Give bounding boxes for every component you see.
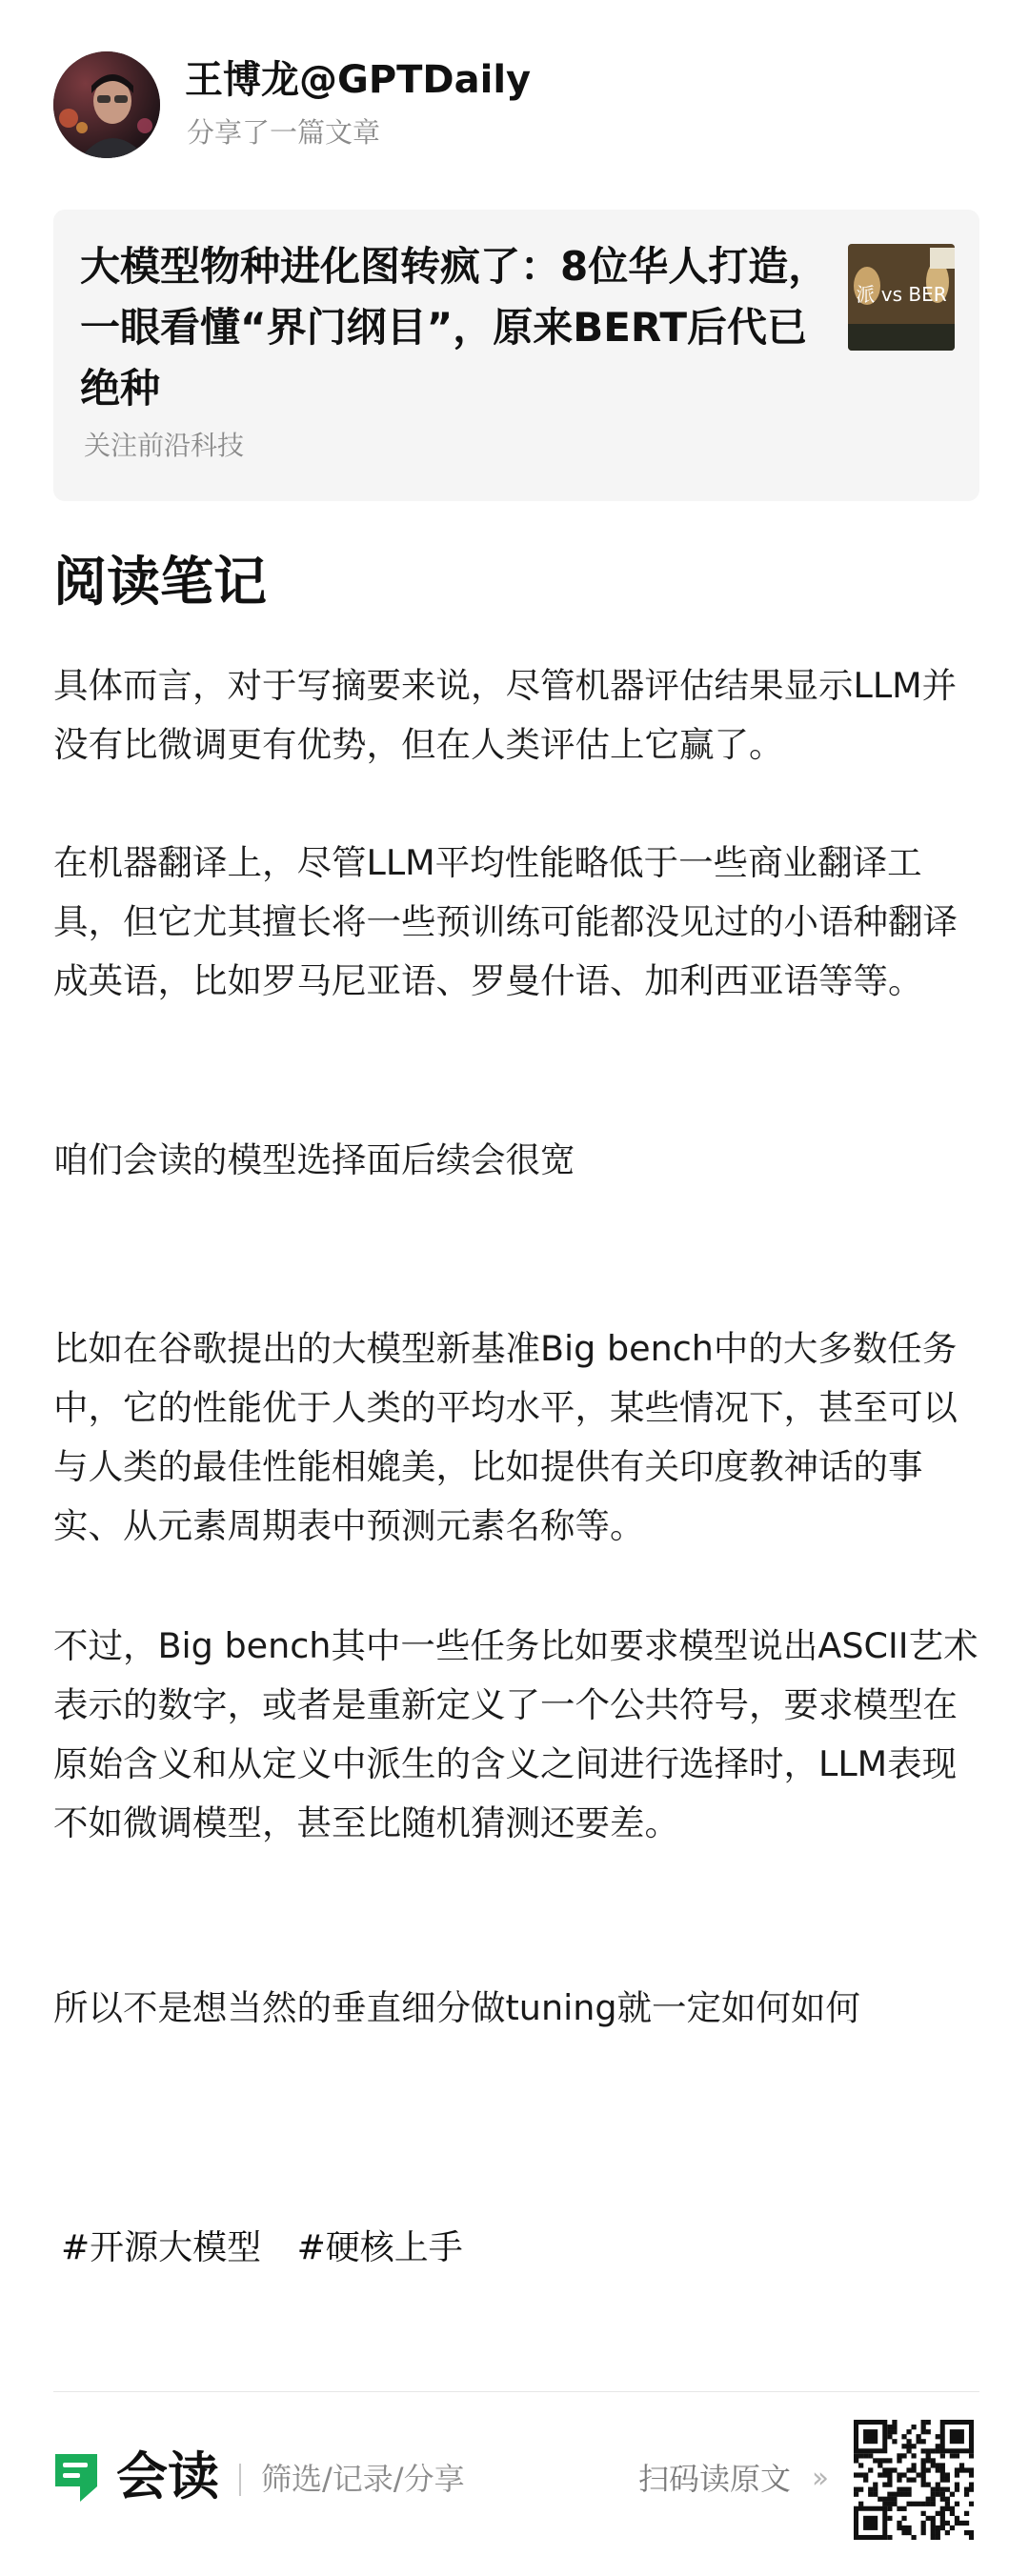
huidu-logo-icon <box>51 2450 101 2506</box>
scan-to-read-original[interactable]: 扫码读原文 <box>638 2461 792 2497</box>
thumbnail-text: 派 vs BER <box>856 283 947 306</box>
note-paragraph: 不过，Big bench其中一些任务比如要求模型说出ASCII艺术表示的数字，或者是重新定义了一个公共符号，要求模型在原始含义和从定义中派生的含义之间进行选择时，LLM表现不如微调模型，甚至比随机猜测还要差。 <box>53 1625 979 1843</box>
note-paragraph: 在机器翻译上，尽管LLM平均性能略低于一些商业翻译工具，但它尤其擅长将一些预训练可能都没见过的小语种翻译成英语，比如罗马尼亚语、罗曼什语、加利西亚语等等。 <box>53 842 958 1001</box>
post-header <box>53 51 976 158</box>
article-title[interactable]: 大模型物种进化图转疯了：8位华人打造，一眼看懂“界门纲目”，原来BERT后代已绝种 <box>80 243 829 412</box>
article-thumbnail-image <box>848 244 955 351</box>
share-action-text: 分享了一篇文章 <box>187 116 381 149</box>
footer-separator <box>239 2464 241 2496</box>
footer-brand: 会读 <box>116 2446 219 2506</box>
author-name[interactable]: 王博龙@GPTDaily <box>185 58 532 102</box>
shared-article-card[interactable] <box>53 210 979 501</box>
footer-tagline: 筛选/记录/分享 <box>261 2461 465 2497</box>
qr-code-icon[interactable] <box>854 2420 974 2540</box>
note-paragraph: 咱们会读的模型选择面后续会很宽 <box>53 1139 575 1180</box>
avatar[interactable] <box>53 51 160 158</box>
double-chevron-right-icon: ›› <box>812 2462 823 2495</box>
tag-list <box>61 2222 488 2275</box>
user-avatar-photo <box>53 51 160 158</box>
reading-notes-title: 阅读笔记 <box>53 552 267 614</box>
note-paragraph: 具体而言，对于写摘要来说，尽管机器评估结果显示LLM并没有比微调更有优势，但在人类评估上它赢了。 <box>53 665 958 765</box>
note-paragraph: 所以不是想当然的垂直细分做tuning就一定如何如何 <box>53 1987 861 2028</box>
tag-open-source-llm[interactable]: #开源大模型 <box>61 2228 262 2267</box>
article-thumbnail[interactable] <box>848 244 955 351</box>
article-source: 关注前沿科技 <box>84 430 245 461</box>
footer-divider <box>53 2391 979 2392</box>
note-paragraph: 比如在谷歌提出的大模型新基准Big bench中的大多数任务中，它的性能优于人类的平均水平，某些情况下，甚至可以与人类的最佳性能相媲美，比如提供有关印度教神话的事实、从元素周期表中预测元素名称等。 <box>53 1328 958 1546</box>
tag-hardcore-hands-on[interactable]: #硬核上手 <box>296 2228 463 2267</box>
